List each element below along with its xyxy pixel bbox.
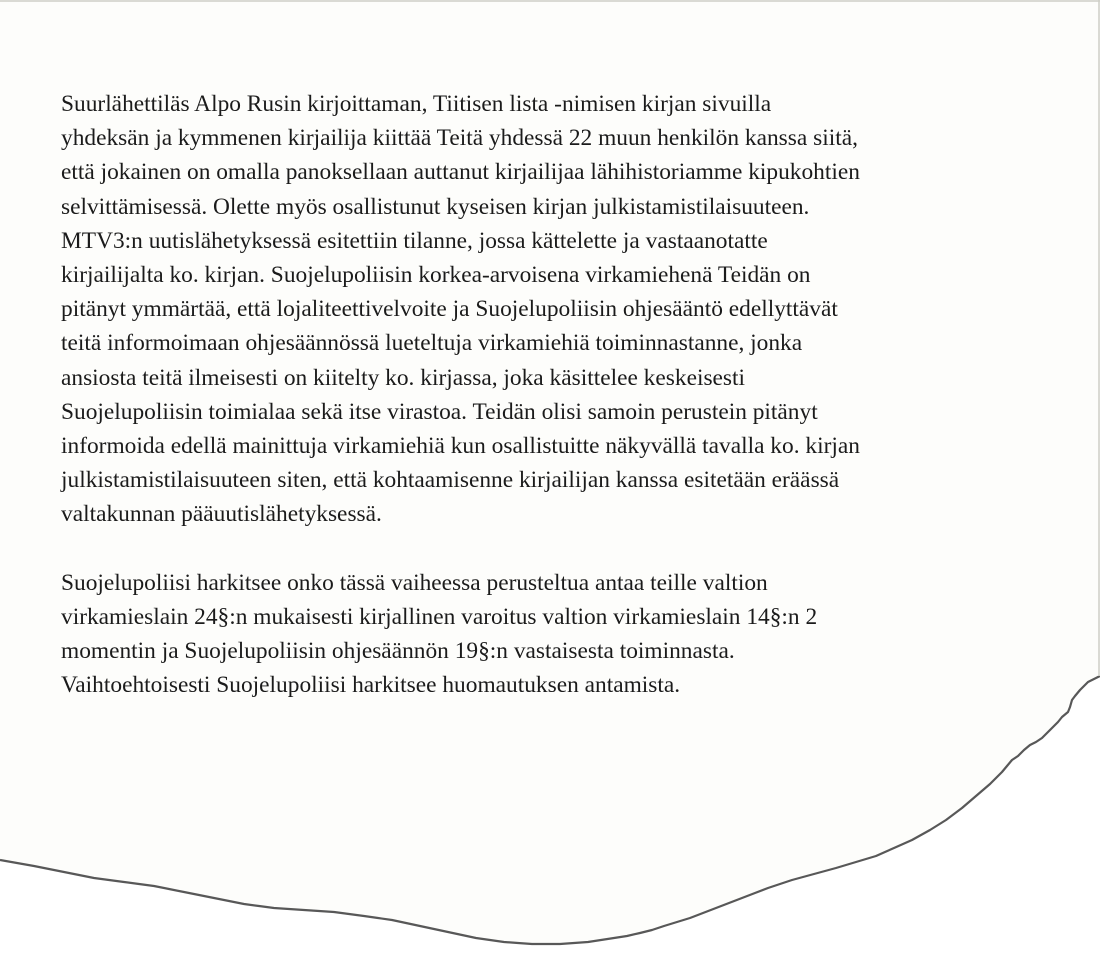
text-line: teitä informoimaan ohjesäännössä lueteltuja virkamiehiä toiminnastanne, jonka [61,330,803,357]
text-line: Vaihtoehtoisesti Suojelupoliisi harkitsee huomautuksen antamista. [61,672,681,699]
text-line: Suurlähettiläs Alpo Rusin kirjoittaman, Tiitisen lista -nimisen kirjan sivuilla [61,91,772,117]
text-line: julkistamistilaisuuteen siten, että kohtaamisenne kirjailijan kanssa esitetään eräässä [61,467,840,494]
text-line: yhdeksän ja kymmenen kirjailija kiittää Teitä yhdessä 22 muun henkilön kanssa siitä, [61,125,858,152]
text-line: virkamieslain 24§:n mukaisesti kirjallinen varoitus valtion virkamieslain 14§:n 2 [61,603,818,630]
text-line: informoida edellä mainittuja virkamiehiä kun osallistuitte näkyvällä tavalla ko. kirjan [61,433,860,460]
text-line: että jokainen on omalla panoksellaan auttanut kirjailijaa lähihistoriamme kipukohtien [61,159,860,186]
text-line: Suojelupoliisin toimialaa sekä itse virastoa. Teidän olisi samoin perustein pitänyt [61,398,818,425]
paragraph-1 [61,87,1096,532]
paragraph-2 [61,566,1096,703]
text-line: Suojelupoliisi harkitsee onko tässä vaiheessa perusteltua antaa teille valtion [61,569,768,596]
text-line: pitänyt ymmärtää, että lojaliteettivelvoite ja Suojelupoliisin ohjesääntö edellyttävät [61,296,838,323]
text-line: selvittämisessä. Olette myös osallistunut kyseisen kirjan julkistamistilaisuuteen. [61,193,810,220]
text-line: kirjailijalta ko. kirjan. Suojelupoliisin korkea-arvoisena virkamiehenä Teidän on [61,262,811,289]
text-line: valtakunnan pääuutislähetyksessä. [61,501,382,528]
text-line: MTV3:n uutislähetyksessä esitettiin tilanne, jossa kättelette ja vastaanotatte [61,227,768,254]
letter-body [61,87,1096,702]
text-line: ansiosta teitä ilmeisesti on kiitelty ko. kirjassa, joka käsittelee keskeisesti [61,364,746,391]
text-line: momentin ja Suojelupoliisin ohjesäännön 19§:n vastaisesta toiminnasta. [61,638,735,665]
